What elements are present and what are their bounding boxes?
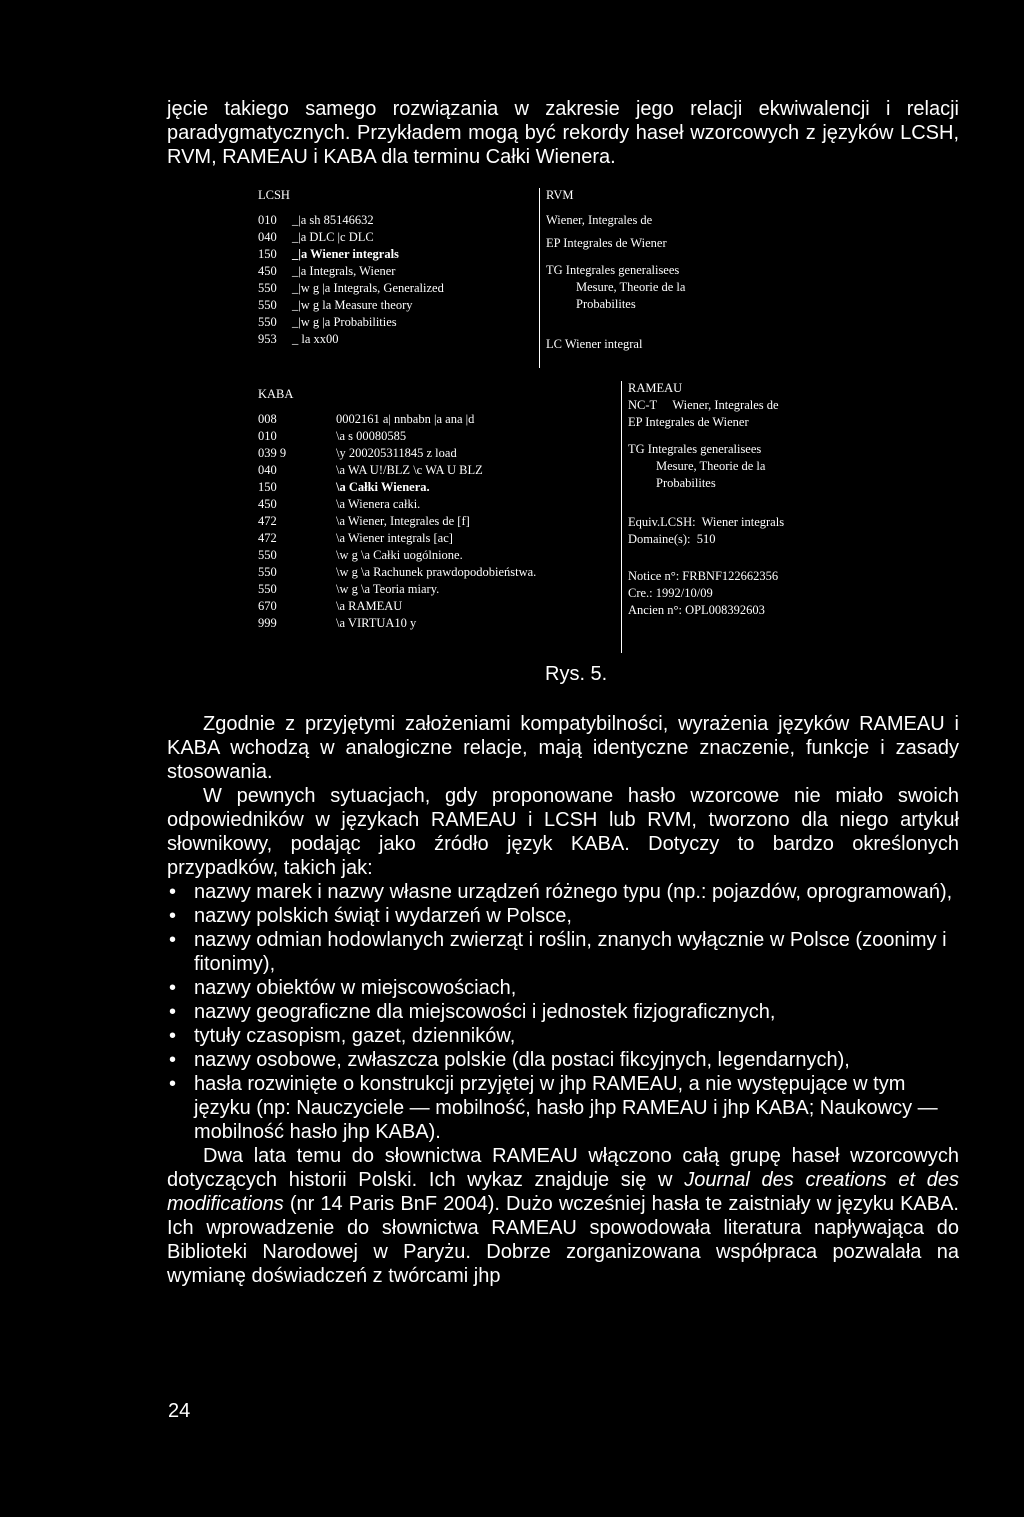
rameau-ancien: Ancien n°: OPL008392603 <box>628 603 765 617</box>
intro-paragraph <box>167 97 959 169</box>
rameau-tg: Probabilites <box>656 476 716 490</box>
kaba-row: 010 \a s 00080585 <box>258 429 407 443</box>
rameau-cre: Cre.: 1992/10/09 <box>628 586 713 600</box>
rameau-header: RAMEAU <box>628 381 683 395</box>
lcsh-row: 550 _|w g |a Integrals, Generalized <box>258 281 444 295</box>
body-paragraph: Zgodnie z przyjętymi założeniami kompatybilności, wyrażenia języków RAMEAU i KABA wchodzą w analogiczne relacje, mają identyczne znaczenie, funkcje i zasady stosowania. <box>167 713 959 783</box>
rvm-main-heading: Wiener, Integrales de <box>546 213 653 227</box>
kaba-row: 472 \a Wiener integrals [ac] <box>258 531 453 545</box>
lcsh-row: 150 _|a Wiener integrals <box>258 247 399 261</box>
lcsh-row: 550 _|w g |a Probabilities <box>258 315 397 329</box>
body-paragraph: W pewnych sytuacjach, gdy proponowane hasło wzorcowe nie miało swoich odpowiedników w językach RAMEAU i LCSH lub RVM, tworzono dla niego artykuł słownikowy, podając jako źródło język KABA. Dotyczy to bardzo określonych przypadków, takich jak: <box>167 785 959 879</box>
intro-text: jęcie takiego samego rozwiązania w zakresie jego relacji ekwiwalencji i relacji paradygmatycznych. Przykładem mogą być rekordy haseł wzorcowych z języków LCSH, RVM, RAMEAU i KABA dla terminu Całki Wienera. <box>167 98 959 168</box>
rvm-ep: EP Integrales de Wiener <box>546 236 667 250</box>
kaba-row: 039 9 \y 200205311845 z load <box>258 446 457 460</box>
lcsh-row: 010 _|a sh 85146632 <box>258 213 374 227</box>
kaba-row: 008 0002161 a| nnbabn |a ana |d <box>258 412 475 426</box>
lcsh-row: 550 _|w g la Measure theory <box>258 298 413 312</box>
list-item: • hasła rozwinięte o konstrukcji przyjętej w jhp RAMEAU, a nie występujące w tym języku (np: Nauczyciele — mobilność, hasło jhp RAMEAU i jhp KABA; Naukowcy — mobilność hasło jhp KABA). <box>167 1072 959 1144</box>
bullet-list <box>167 880 959 1144</box>
kaba-record <box>258 386 618 632</box>
rvm-tg: TG Integrales generalisees <box>546 263 680 277</box>
journal-title: Journal des creations et des modifications <box>167 1169 959 1215</box>
body-text <box>167 712 959 1288</box>
rameau-nct: NC-T Wiener, Integrales de <box>628 398 779 412</box>
kaba-row: 550 \w g \a Rachunek prawdopodobieństwa. <box>258 565 537 579</box>
rameau-equiv: Equiv.LCSH: Wiener integrals <box>628 515 785 529</box>
list-item: • nazwy polskich świąt i wydarzeń w Polsce, <box>167 904 959 928</box>
rvm-tg: Probabilites <box>576 297 636 311</box>
divider-line <box>621 381 622 653</box>
rameau-tg: TG Integrales generalisees <box>628 442 762 456</box>
list-item: • nazwy obiektów w miejscowościach, <box>167 976 959 1000</box>
kaba-row: 550 \w g \a Teoria miary. <box>258 582 440 596</box>
kaba-row: 450 \a Wienera całki. <box>258 497 421 511</box>
lcsh-header: LCSH <box>258 188 290 202</box>
rameau-notice: Notice n°: FRBNF122662356 <box>628 569 779 583</box>
list-item: • nazwy osobowe, zwłaszcza polskie (dla postaci fikcyjnych, legendarnych), <box>167 1048 959 1072</box>
divider-line <box>539 188 540 368</box>
list-item: • nazwy geograficzne dla miejscowości i jednostek fizjograficznych, <box>167 1000 959 1024</box>
kaba-row: 472 \a Wiener, Integrales de [f] <box>258 514 470 528</box>
rameau-ep: EP Integrales de Wiener <box>628 415 749 429</box>
kaba-row: 999 \a VIRTUA10 y <box>258 616 417 630</box>
rvm-tg: Mesure, Theorie de la <box>576 280 686 294</box>
kaba-row: 040 \a WA U!/BLZ \c WA U BLZ <box>258 463 483 477</box>
kaba-row: 150 \a Całki Wienera. <box>258 480 430 494</box>
lcsh-row: 450 _|a Integrals, Wiener <box>258 264 396 278</box>
list-item: • nazwy odmian hodowlanych zwierząt i roślin, znanych wyłącznie w Polsce (zoonimy i fitonimy), <box>167 928 959 976</box>
lcsh-row: 953 _ la xx00 <box>258 332 339 346</box>
rvm-header: RVM <box>546 188 574 202</box>
rameau-record <box>628 380 868 619</box>
kaba-row: 550 \w g \a Całki uogólnione. <box>258 548 463 562</box>
kaba-row: 670 \a RAMEAU <box>258 599 403 613</box>
rvm-record <box>546 187 776 353</box>
body-paragraph: Dwa lata temu do słownictwa RAMEAU włączono całą grupę haseł wzorcowych dotyczących historii Polski. Ich wykaz znajduje się w Journal des creations et des modifications (nr 14 Paris BnF 2004). Dużo wcześniej hasła te zaistniały w języku KABA. Ich wprowadzenie do słownictwa RAMEAU spowodowała literatura napływająca do Biblioteki Narodowej w Paryżu. Dobrze zorganizowana współpraca pozwalała na wymianę doświadczeń z twórcami jhp <box>167 1145 959 1287</box>
rameau-tg: Mesure, Theorie de la <box>656 459 766 473</box>
page-number: 24 <box>168 1400 191 1422</box>
figure-caption: Rys. 5. <box>545 663 608 685</box>
lcsh-record <box>258 187 530 348</box>
rvm-lc: LC Wiener integral <box>546 337 643 351</box>
list-item: • tytuły czasopism, gazet, dzienników, <box>167 1024 959 1048</box>
rameau-domaine: Domaine(s): 510 <box>628 532 716 546</box>
lcsh-row: 040 _|a DLC |c DLC <box>258 230 374 244</box>
list-item: • nazwy marek i nazwy własne urządzeń różnego typu (np.: pojazdów, oprogramowań), <box>167 880 959 904</box>
kaba-header: KABA <box>258 387 294 401</box>
